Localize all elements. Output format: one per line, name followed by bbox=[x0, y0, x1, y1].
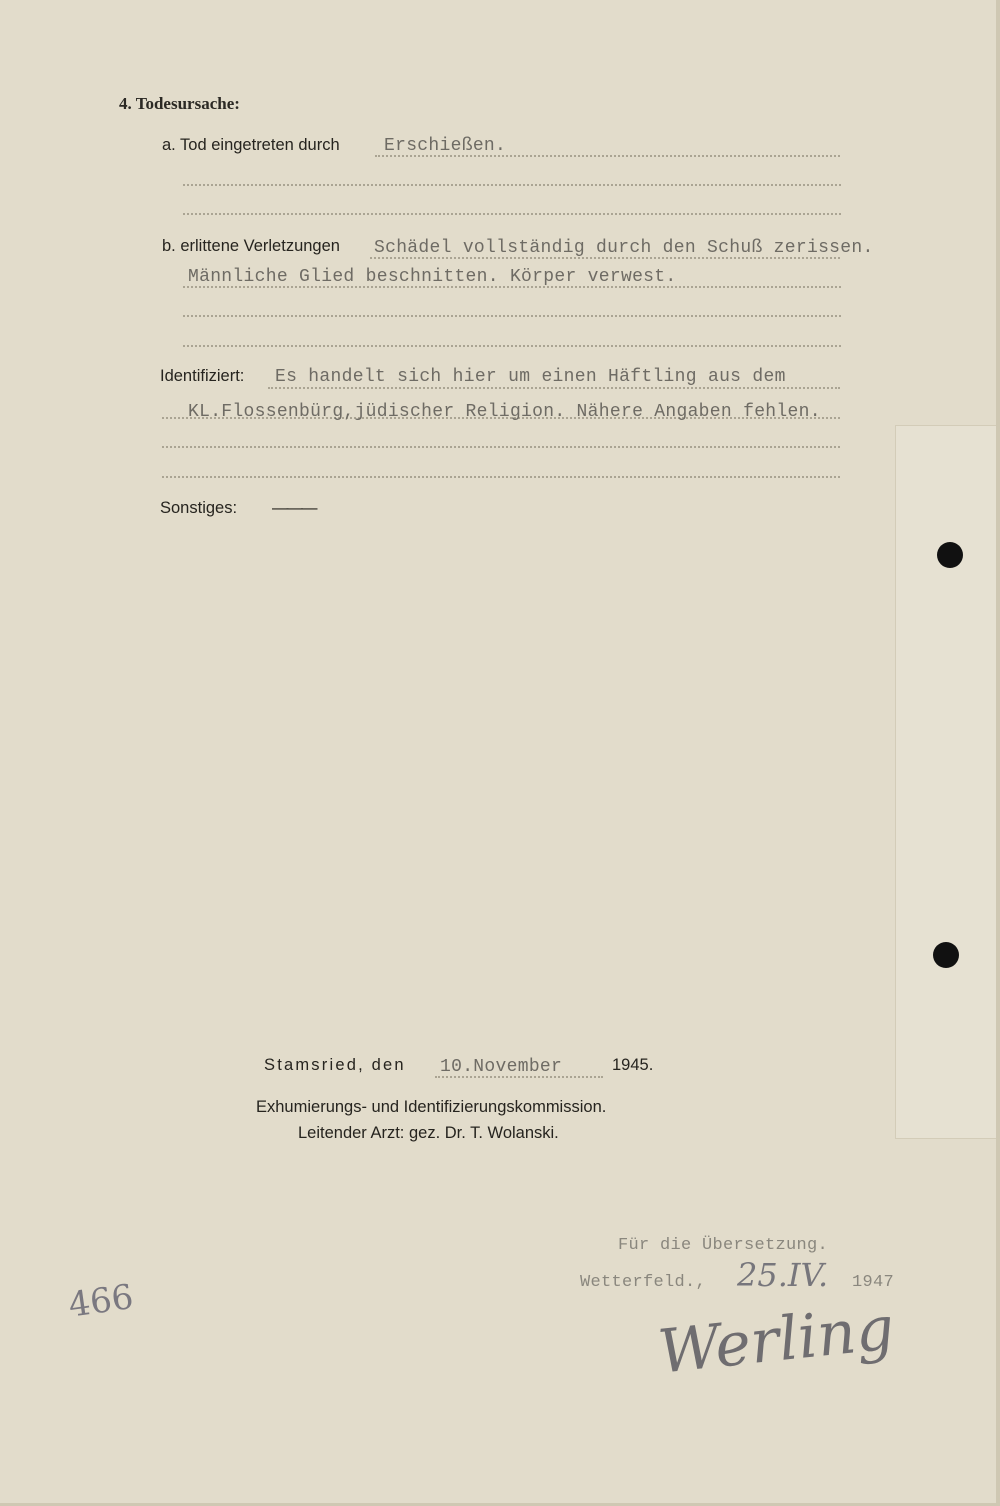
page-edge bbox=[996, 0, 1000, 1506]
translation-line: Für die Übersetzung. bbox=[618, 1236, 829, 1255]
punch-hole-bottom bbox=[933, 942, 959, 968]
paper-tab-strip bbox=[895, 425, 996, 1139]
identified-line1: Es handelt sich hier um einen Häftling aus dem bbox=[275, 367, 786, 387]
signature: Werling bbox=[655, 1293, 898, 1388]
other-label: Sonstiges: bbox=[160, 499, 238, 517]
dotted-line bbox=[162, 446, 840, 448]
dotted-line bbox=[183, 315, 841, 317]
commission-text: Exhumierungs- und Identifizierungskommission. bbox=[256, 1098, 607, 1116]
injuries-value-line2: Männliche Glied beschnitten. Körper verwest. bbox=[188, 267, 677, 287]
injuries-label: b. erlittene Verletzungen bbox=[162, 237, 340, 255]
footer-date: 10.November bbox=[440, 1057, 563, 1077]
section-heading: 4. Todesursache: bbox=[119, 94, 240, 113]
other-value: ——— bbox=[272, 499, 316, 517]
dotted-line bbox=[183, 213, 841, 215]
translation-place: Wetterfeld., bbox=[580, 1273, 707, 1292]
translation-year: 1947 bbox=[852, 1273, 895, 1292]
identified-label: Identifiziert: bbox=[160, 367, 245, 385]
translation-date-handwritten: 25.IV. bbox=[737, 1256, 829, 1294]
place-text: Stamsried, den bbox=[264, 1056, 406, 1074]
punch-hole-top bbox=[937, 542, 963, 568]
dotted-line bbox=[183, 184, 841, 186]
cause-value: Erschießen. bbox=[384, 136, 507, 156]
footer-year: 1945. bbox=[612, 1056, 654, 1074]
identified-line2: KL.Flossenbürg,jüdischer Religion. Nähere Angaben fehlen. bbox=[188, 402, 821, 422]
margin-page-number: 466 bbox=[66, 1276, 136, 1326]
cause-label: a. Tod eingetreten durch bbox=[162, 136, 340, 154]
dotted-line bbox=[162, 476, 840, 478]
doctor-text: Leitender Arzt: gez. Dr. T. Wolanski. bbox=[298, 1124, 559, 1142]
dotted-line bbox=[268, 387, 840, 389]
dotted-line bbox=[183, 345, 841, 347]
injuries-value-line1: Schädel vollständig durch den Schuß zerissen. bbox=[374, 238, 874, 258]
